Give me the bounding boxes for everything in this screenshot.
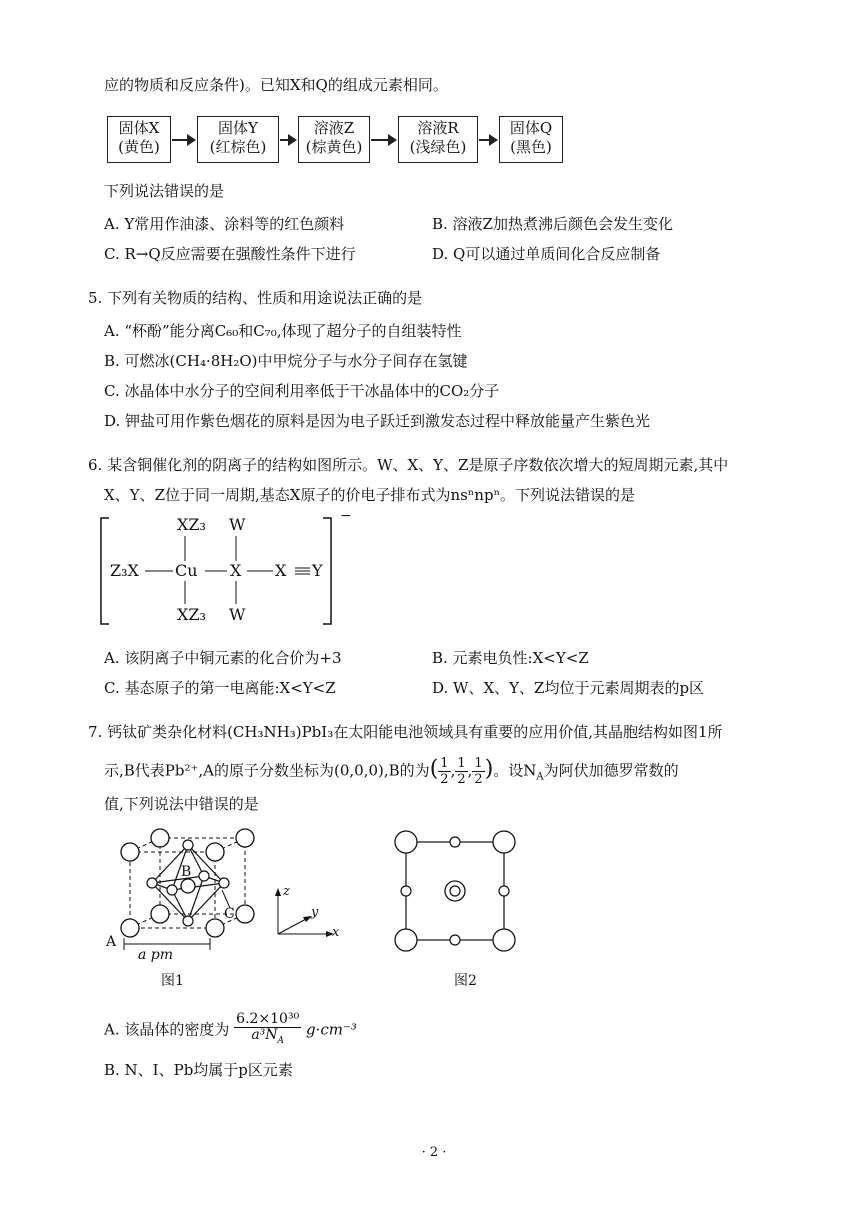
fig1-caption: 图1 xyxy=(161,973,184,989)
q7-stem-part-a: 示,B代表Pb²⁺,A的原子分数坐标为(0,0,0),B的为 xyxy=(104,761,430,780)
group-z3x: Z₃X xyxy=(110,561,139,580)
axis-x-label: x xyxy=(332,925,340,940)
fraction-half: $\frac{1}{2}$ xyxy=(474,756,483,787)
flow-arrow xyxy=(280,139,295,141)
atom-w-bottom: W xyxy=(229,605,246,624)
intro-line: 应的物质和反应条件)。已知X和Q的组成元素相同。 xyxy=(104,76,448,94)
fig2-caption: 图2 xyxy=(454,973,477,989)
q6-stem-line2: X、Y、Z位于同一周期,基态X原子的价电子排布式为nsⁿnpⁿ。下列说法错误的是 xyxy=(104,486,636,504)
axis-z-label: z xyxy=(283,884,290,899)
atom-w-top: W xyxy=(229,515,246,534)
q6-option-d: D. W、X、Y、Z均位于元素周期表的p区 xyxy=(432,679,705,697)
figure-1-unit-cell xyxy=(100,822,350,967)
q7-stem-line3: 值,下列说法中错误的是 xyxy=(104,795,259,813)
flow-r-name: 溶液R xyxy=(417,119,459,137)
flow-arrow xyxy=(172,139,194,141)
flow-x-color: (黄色) xyxy=(118,138,160,156)
q7-stem-part-c: 为阿伏加德罗常数的 xyxy=(543,761,679,780)
fraction-half: $\frac{1}{2}$ xyxy=(440,756,449,787)
right-bracket xyxy=(323,518,331,624)
density-fraction: $\frac{\text{6.2×10³⁰}}{a^3N_A}$ xyxy=(236,1011,300,1046)
flow-arrow xyxy=(371,139,395,141)
axis-y-label: y xyxy=(311,905,319,920)
atom-x-right: X xyxy=(275,561,287,580)
flow-x-name: 固体X xyxy=(118,119,160,137)
flow-q-color: (黑色) xyxy=(510,138,552,156)
flow-box-q xyxy=(499,116,563,163)
q7-option-b: B. N、I、Pb均属于p区元素 xyxy=(104,1061,293,1079)
q7-stem-line1: 7. 钙钛矿类杂化材料(CH₃NH₃)PbI₃在太阳能电池领域具有重要的应用价值,其晶胞结构如图1所 xyxy=(88,723,723,741)
q5-option-d: D. 钾盐可用作紫色烟花的原料是因为电子跃迁到激发态过程中释放能量产生紫色光 xyxy=(104,412,651,430)
group-xz3-bottom: XZ₃ xyxy=(177,605,206,624)
q6-option-c: C. 基态原子的第一电离能:X<Y<Z xyxy=(104,679,336,697)
q7-stem-line2: 示,B代表Pb²⁺,A的原子分数坐标为(0,0,0),B的为( $\frac{1}{2}$ , $\frac{1}{2}$ , $\frac{1}{2}$ )。设$N_A$为阿伏加德罗常数的 xyxy=(104,756,679,787)
q6-stem-line1: 6. 某含铜催化剂的阴离子的结构如图所示。W、X、Y、Z是原子序数依次增大的短周期元素,其中 xyxy=(88,456,729,474)
flow-box-x xyxy=(107,116,171,163)
flow-q-name: 固体Q xyxy=(509,119,553,137)
flow-z-color: (棕黄色) xyxy=(305,138,363,156)
q6-option-b: B. 元素电负性:X<Y<Z xyxy=(432,649,589,667)
q7-option-a-prefix: A. 该晶体的密度为 xyxy=(104,1020,230,1039)
q4-option-d: D. Q可以通过单质间化合反应制备 xyxy=(432,245,661,263)
q7-stem-part-b: 。设N xyxy=(493,761,537,780)
q4-stem: 下列说法错误的是 xyxy=(104,182,225,200)
q5-option-b: B. 可燃冰(CH₄·8H₂O)中甲烷分子与水分子间存在氢键 xyxy=(104,352,468,370)
q5-option-a: A. “杯酚”能分离C₆₀和C₇₀,体现了超分子的自组装特性 xyxy=(104,322,462,340)
flow-y-color: (红棕色) xyxy=(209,138,267,156)
page-number: · 2 · xyxy=(421,1145,447,1160)
fraction-half: $\frac{1}{2}$ xyxy=(457,756,466,787)
flow-box-y xyxy=(197,116,279,163)
q5-stem: 5. 下列有关物质的结构、性质和用途说法正确的是 xyxy=(88,289,423,307)
atom-x-mid: X xyxy=(230,561,242,580)
q4-option-b: B. 溶液Z加热煮沸后颜色会发生变化 xyxy=(432,215,673,233)
q4-option-a: A. Y常用作油漆、涂料等的红色颜料 xyxy=(104,215,345,233)
fig1-label-a: A xyxy=(106,934,117,950)
flow-arrow xyxy=(479,139,496,141)
q4-option-c: C. R→Q反应需要在强酸性条件下进行 xyxy=(104,245,356,263)
flow-box-z xyxy=(298,116,370,163)
flow-z-name: 溶液Z xyxy=(313,119,355,137)
flow-box-r xyxy=(398,116,478,163)
atom-cu: Cu xyxy=(175,561,198,580)
left-bracket xyxy=(101,518,109,624)
fig1-label-c: C xyxy=(224,906,235,922)
fig1-label-b: B xyxy=(181,864,192,880)
group-xz3-top: XZ₃ xyxy=(177,515,206,534)
flow-y-name: 固体Y xyxy=(218,119,258,137)
q6-option-a: A. 该阴离子中铜元素的化合价为+3 xyxy=(104,649,342,667)
anion-charge: − xyxy=(340,508,352,524)
q5-option-c: C. 冰晶体中水分子的空间利用率低于干冰晶体中的CO₂分子 xyxy=(104,382,500,400)
density-unit: g·cm⁻³ xyxy=(305,1020,357,1039)
figure-2-projection xyxy=(390,826,525,961)
q7-option-a xyxy=(104,1012,357,1049)
flow-r-color: (浅绿色) xyxy=(409,138,467,156)
atom-y: Y xyxy=(312,561,323,580)
fig1-dimension: a pm xyxy=(138,947,174,963)
